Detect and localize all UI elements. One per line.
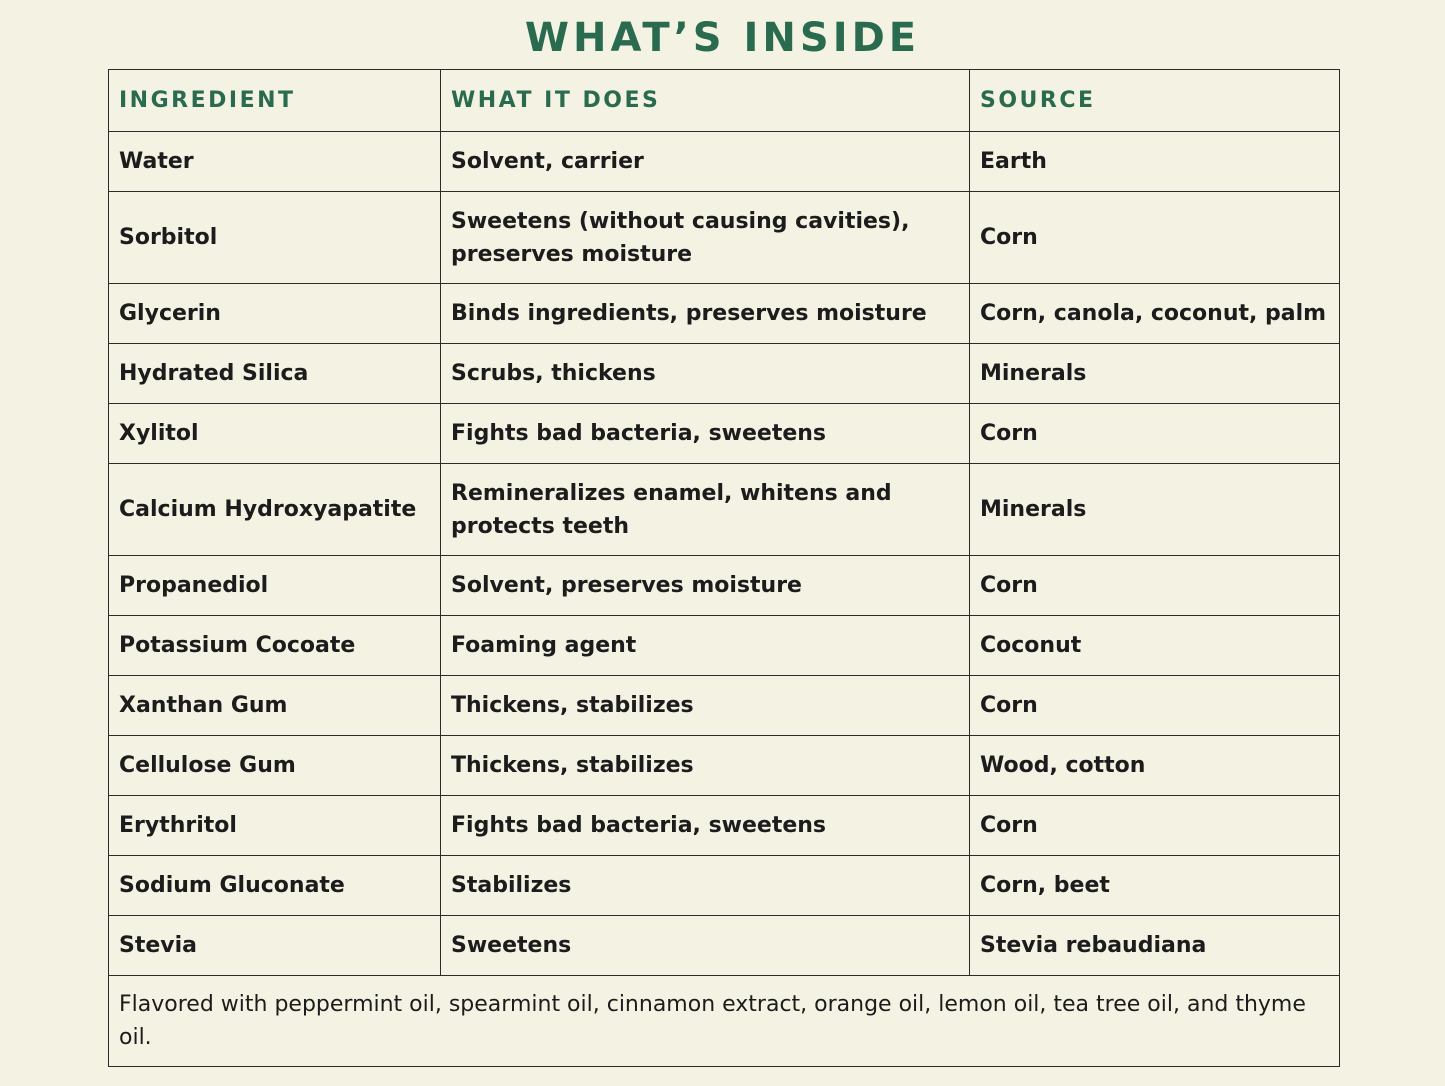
table-row	[109, 556, 1340, 616]
function-cell: Solvent, carrier	[441, 132, 970, 192]
table-row	[109, 856, 1340, 916]
flavor-footnote: Flavored with peppermint oil, spearmint oil, cinnamon extract, orange oil, lemon oil, tea tree oil, and thyme oil.	[109, 976, 1340, 1067]
header-what-it-does: WHAT IT DOES	[441, 70, 970, 132]
source-cell: Corn	[970, 796, 1340, 856]
function-cell: Remineralizes enamel, whitens and protects teeth	[441, 464, 970, 556]
function-cell: Fights bad bacteria, sweetens	[441, 796, 970, 856]
ingredient-cell: Glycerin	[109, 284, 441, 344]
ingredient-cell: Water	[109, 132, 441, 192]
function-cell: Sweetens	[441, 916, 970, 976]
function-cell: Sweetens (without causing cavities), preserves moisture	[441, 192, 970, 284]
ingredient-cell: Potassium Cocoate	[109, 616, 441, 676]
function-cell: Foaming agent	[441, 616, 970, 676]
footnote-row	[109, 976, 1340, 1067]
table-header-row	[109, 70, 1340, 132]
ingredient-cell: Propanediol	[109, 556, 441, 616]
ingredient-cell: Sodium Gluconate	[109, 856, 441, 916]
function-cell: Stabilizes	[441, 856, 970, 916]
table-row	[109, 676, 1340, 736]
function-cell: Thickens, stabilizes	[441, 676, 970, 736]
ingredient-cell: Xanthan Gum	[109, 676, 441, 736]
table-row	[109, 284, 1340, 344]
source-cell: Earth	[970, 132, 1340, 192]
ingredient-cell: Stevia	[109, 916, 441, 976]
table-row	[109, 404, 1340, 464]
function-cell: Binds ingredients, preserves moisture	[441, 284, 970, 344]
source-cell: Stevia rebaudiana	[970, 916, 1340, 976]
function-cell: Solvent, preserves moisture	[441, 556, 970, 616]
header-ingredient: INGREDIENT	[109, 70, 441, 132]
source-cell: Minerals	[970, 464, 1340, 556]
function-cell: Scrubs, thickens	[441, 344, 970, 404]
table-row	[109, 464, 1340, 556]
function-cell: Fights bad bacteria, sweetens	[441, 404, 970, 464]
source-cell: Corn	[970, 676, 1340, 736]
table-row	[109, 916, 1340, 976]
function-cell: Thickens, stabilizes	[441, 736, 970, 796]
ingredient-cell: Xylitol	[109, 404, 441, 464]
source-cell: Corn, canola, coconut, palm	[970, 284, 1340, 344]
ingredient-cell: Calcium Hydroxyapatite	[109, 464, 441, 556]
table-row	[109, 796, 1340, 856]
table-row	[109, 132, 1340, 192]
source-cell: Wood, cotton	[970, 736, 1340, 796]
ingredients-table	[108, 69, 1340, 1067]
source-cell: Corn	[970, 192, 1340, 284]
ingredient-cell: Hydrated Silica	[109, 344, 441, 404]
ingredient-cell: Sorbitol	[109, 192, 441, 284]
source-cell: Coconut	[970, 616, 1340, 676]
table-row	[109, 616, 1340, 676]
ingredient-cell: Cellulose Gum	[109, 736, 441, 796]
source-cell: Corn	[970, 404, 1340, 464]
page-title: WHAT’S INSIDE	[524, 15, 921, 61]
table-row	[109, 192, 1340, 284]
source-cell: Corn	[970, 556, 1340, 616]
table-row	[109, 344, 1340, 404]
header-source: SOURCE	[970, 70, 1340, 132]
table-row	[109, 736, 1340, 796]
ingredient-cell: Erythritol	[109, 796, 441, 856]
source-cell: Corn, beet	[970, 856, 1340, 916]
source-cell: Minerals	[970, 344, 1340, 404]
